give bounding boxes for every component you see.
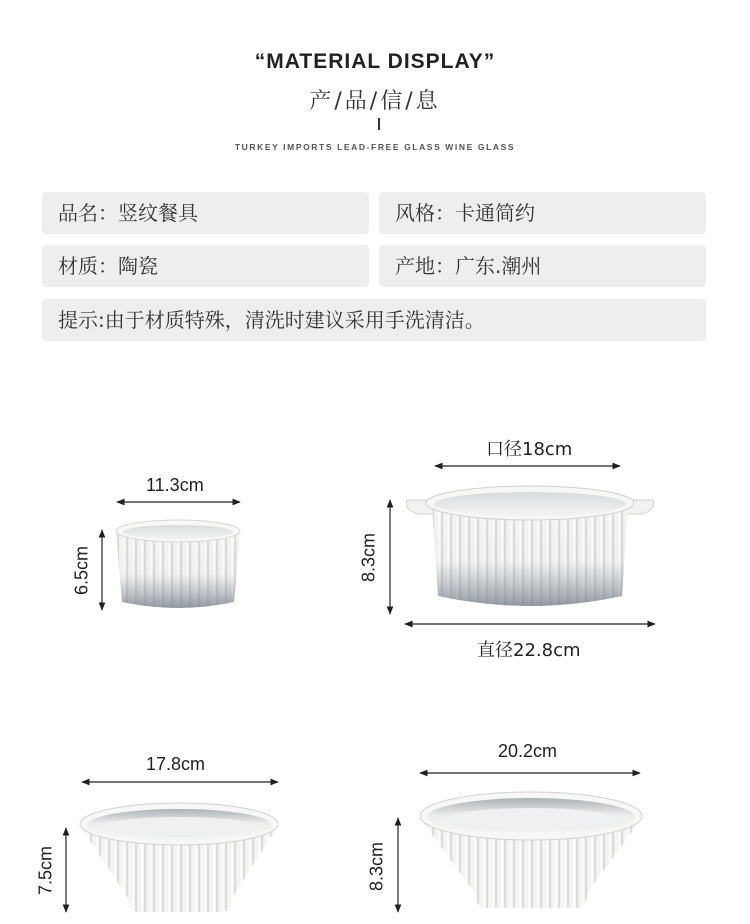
small-bowl-image <box>116 520 240 608</box>
bowl-large-image <box>420 792 642 908</box>
spec-tip: 提示:由于材质特殊，清洗时建议采用手洗清洁。 <box>42 299 706 341</box>
bowl-large-height-label: 8.3cm <box>366 841 387 892</box>
spec-name: 品名：竖纹餐具 <box>42 192 369 234</box>
spec-material: 材质：陶瓷 <box>42 245 369 287</box>
handle-bowl-height-label: 8.3cm <box>358 532 379 583</box>
bowl-medium-height-label: 7.5cm <box>35 845 56 896</box>
section-subtitle: TURKEY IMPORTS LEAD-FREE GLASS WINE GLASS <box>234 142 516 152</box>
handle-bowl-mouth-label: 口径18cm <box>486 439 573 460</box>
section-title-en: “MATERIAL DISPLAY” <box>254 50 496 73</box>
section-title-cn: 产/品/信/息 <box>309 89 441 114</box>
bowl-medium-image <box>80 803 278 912</box>
small-bowl-height-label: 6.5cm <box>71 545 92 596</box>
handle-bowl-image <box>406 486 653 606</box>
bowl-medium-width-label: 17.8cm <box>146 754 206 774</box>
bowl-large-width-label: 20.2cm <box>498 741 558 761</box>
spec-origin: 产地：广东.潮州 <box>379 245 706 287</box>
small-bowl-width-label: 11.3cm <box>146 475 204 495</box>
spec-style: 风格：卡通简约 <box>379 192 706 234</box>
handle-bowl-diameter-label: 直径22.8cm <box>477 640 581 661</box>
